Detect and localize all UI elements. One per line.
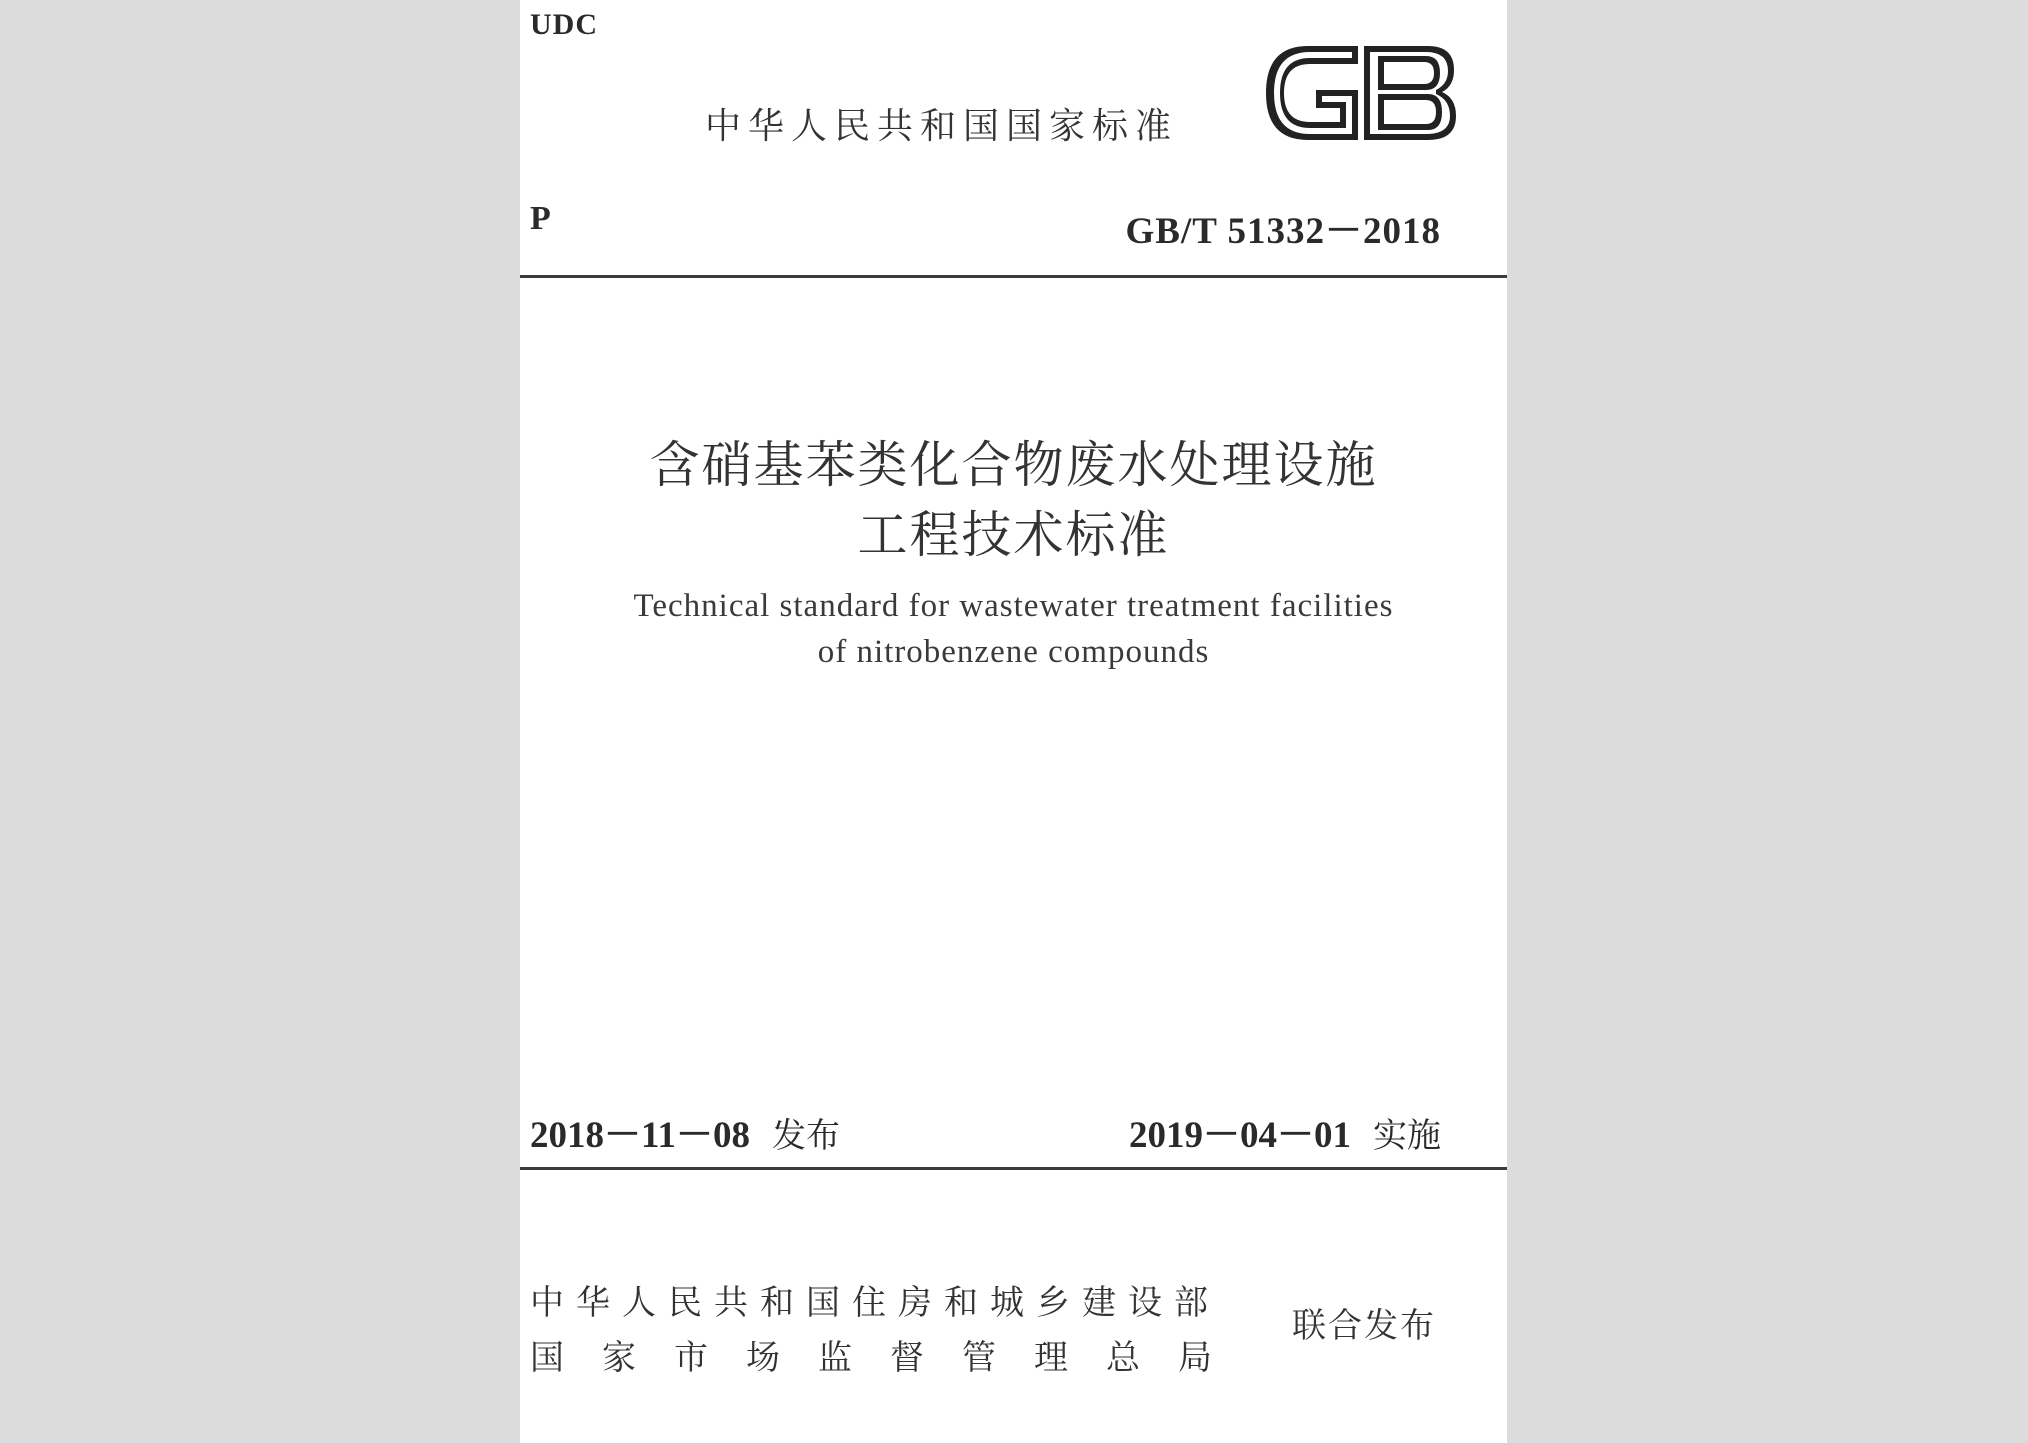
bottom-divider (520, 1167, 1507, 1170)
effective-info (1129, 1104, 1441, 1158)
english-title-line-1: Technical standard for wastewater treatment facilities (633, 588, 1394, 624)
dates-row (530, 1104, 1441, 1158)
publish-date: 2018－11－08 (530, 1115, 750, 1156)
udc-label: UDC (530, 8, 598, 41)
classification-code: P (530, 200, 551, 237)
english-title (520, 583, 1507, 675)
english-title-line-2: of nitrobenzene compounds (817, 634, 1210, 670)
chinese-title (520, 430, 1507, 570)
issuer-administration: 国家市场监督管理总局 (530, 1338, 1250, 1378)
issuing-authorities (530, 1275, 1250, 1379)
chinese-title-line-1: 含硝基苯类化合物废水处理设施 (649, 436, 1378, 494)
effective-label: 实施 (1373, 1116, 1441, 1156)
effective-date: 2019－04－01 (1129, 1115, 1351, 1156)
standard-number: GB/T 51332－2018 (1125, 211, 1441, 252)
chinese-title-line-2: 工程技术标准 (857, 506, 1170, 564)
publish-info (530, 1104, 840, 1158)
top-divider (520, 275, 1507, 278)
issuer-ministry: 中华人民共和国住房和城乡建设部 (530, 1283, 1220, 1323)
joint-issue-label: 联合发布 (1292, 1306, 1436, 1346)
document-page (520, 0, 1507, 1443)
gb-logo (1260, 40, 1460, 146)
gb-logo-mark (1266, 46, 1456, 140)
national-standard-heading: 中华人民共和国国家标准 (705, 106, 1179, 147)
publish-label: 发布 (771, 1116, 840, 1156)
